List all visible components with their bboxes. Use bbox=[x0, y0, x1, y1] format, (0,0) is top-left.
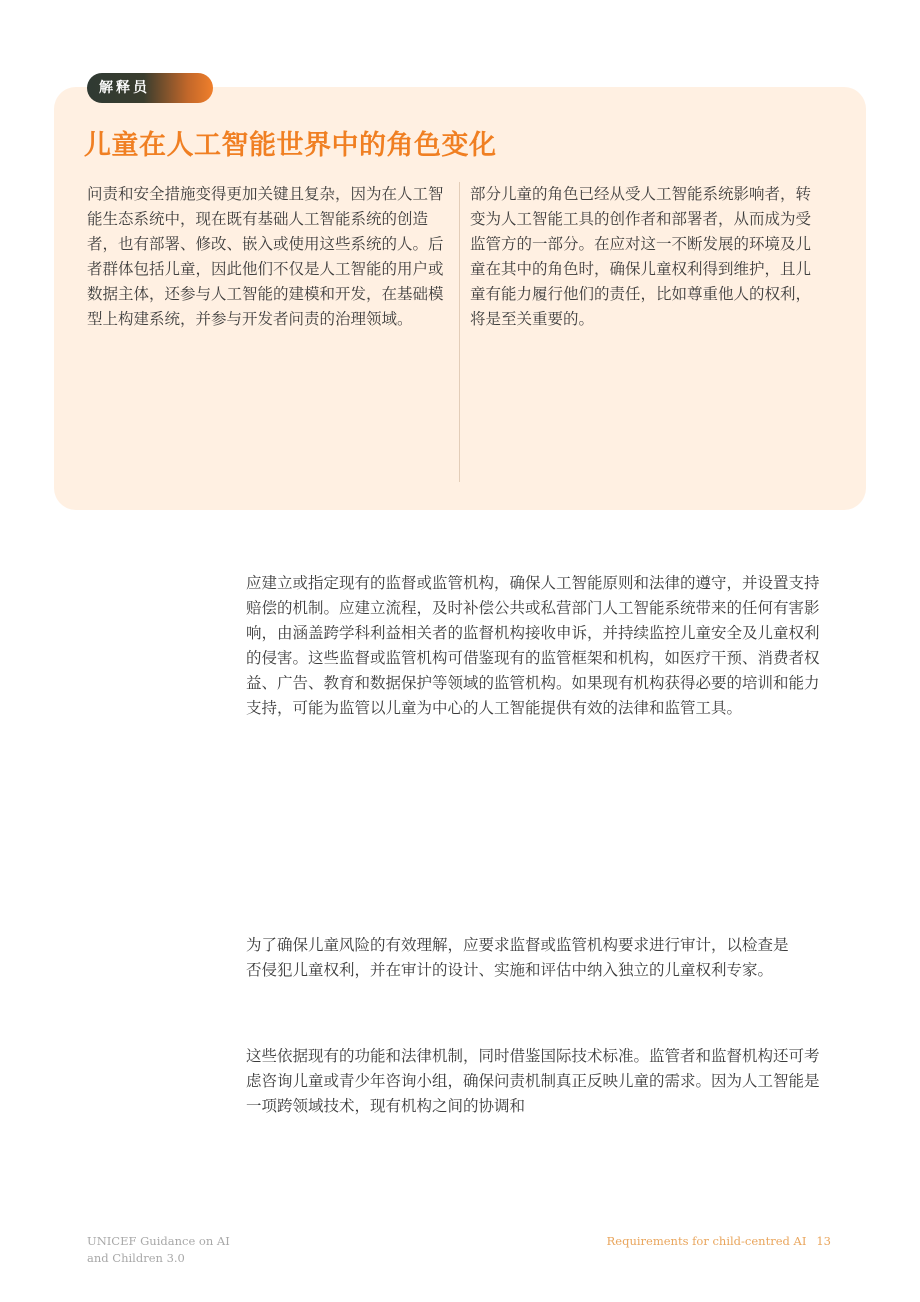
explainer-badge: 解释员 bbox=[87, 73, 213, 103]
footer-section-title: Requirements for child-centred AI bbox=[606, 1234, 807, 1248]
footer-publication-line-1: UNICEF Guidance on AI bbox=[87, 1234, 230, 1248]
body-paragraph-consultation: 这些依据现有的功能和法律机制，同时借鉴国际技术标准。监管者和监督机构还可考虑咨询儿童或青少年咨询小组，确保问责机制真正反映儿童的需求。因为人工智能是一项跨领域技术，现有机构之间的协调和 bbox=[246, 1047, 820, 1115]
footer-publication bbox=[87, 1233, 237, 1267]
explainer-right-column: 部分儿童的角色已经从受人工智能系统影响者，转变为人工智能工具的创作者和部署者，从而成为受监管方的一部分。在应对这一不断发展的环境及儿童在其中的角色时，确保儿童权利得到维护，且儿童有能力履行他们的责任，比如尊重他人的权利，将是至关重要的。 bbox=[470, 185, 812, 328]
footer-publication-line-2: and Children 3.0 bbox=[87, 1251, 185, 1265]
body-paragraph-oversight: 应建立或指定现有的监督或监管机构，确保人工智能原则和法律的遵守，并设置支持赔偿的机制。应建立流程，及时补偿公共或私营部门人工智能系统带来的任何有害影响，由涵盖跨学科利益相关者的监督机构接收申诉，并持续监控儿童安全及儿童权利的侵害。这些监督或监管机构可借鉴现有的监管框架和机构，如医疗干预、消费者权益、广告、教育和数据保护等领域的监管机构。如果现有机构获得必要的培训和能力支持，可能为监管以儿童为中心的人工智能提供有效的法律和监管工具。 bbox=[246, 574, 820, 717]
column-divider bbox=[459, 182, 460, 482]
footer-section bbox=[607, 1233, 831, 1250]
page-number: 13 bbox=[816, 1234, 831, 1248]
body-paragraph-audit: 为了确保儿童风险的有效理解，应要求监督或监管机构要求进行审计，以检查是否侵犯儿童权利，并在审计的设计、实施和评估中纳入独立的儿童权利专家。 bbox=[246, 936, 789, 979]
explainer-title: 儿童在人工智能世界中的角色变化 bbox=[84, 130, 497, 161]
explainer-left-column: 问责和安全措施变得更加关键且复杂，因为在人工智能生态系统中，现在既有基础人工智能系统的创造者，也有部署、修改、嵌入或使用这些系统的人。后者群体包括儿童，因此他们不仅是人工智能的用户或数据主体，还参与人工智能的建模和开发，在基础模型上构建系统，并参与开发者问责的治理领域。 bbox=[87, 185, 444, 328]
